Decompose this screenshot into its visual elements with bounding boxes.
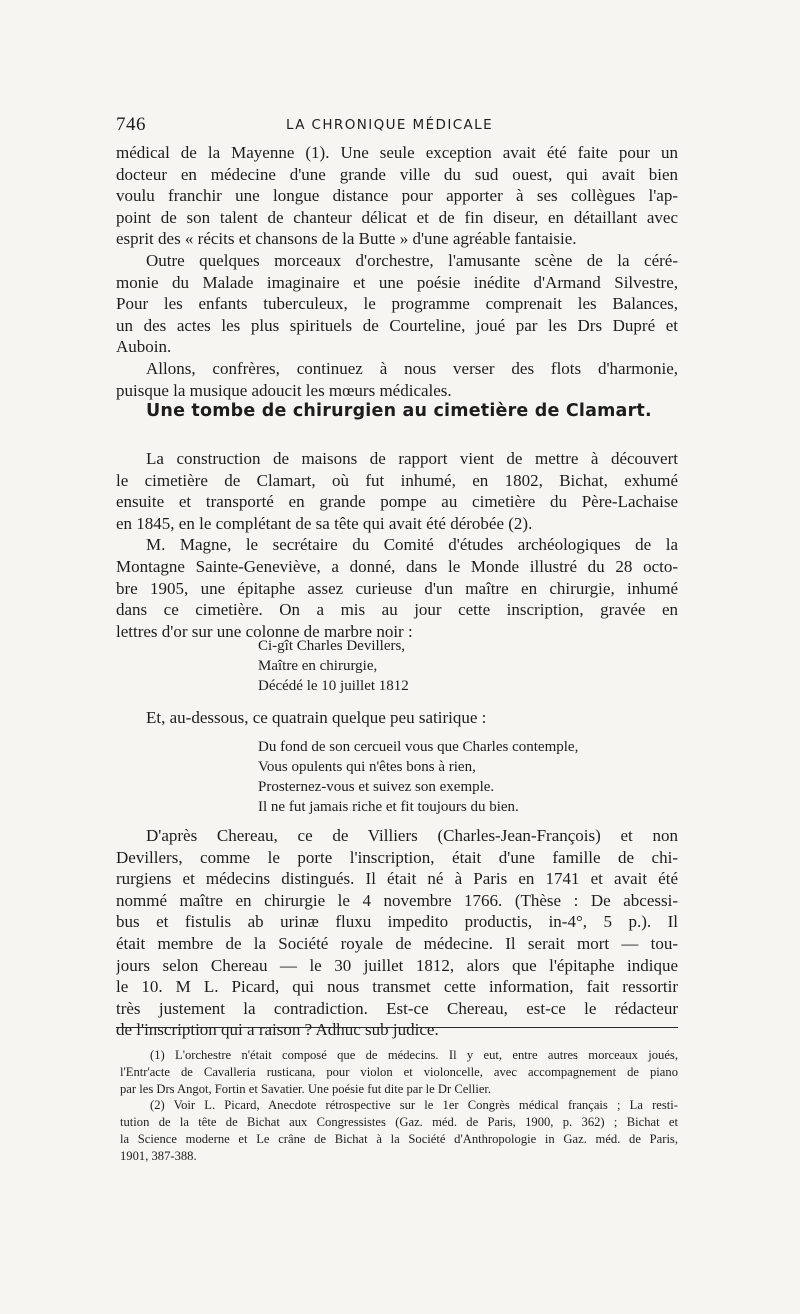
- text-line: voulu franchir une longue distance pour apporter à ses collègues l'ap-: [116, 186, 678, 206]
- text-line: très justement la contradiction. Est-ce Chereau, est-ce le rédacteur: [116, 998, 678, 1018]
- text-line: de l'inscription qui a raison ? Adhuc sub judice.: [116, 1020, 439, 1040]
- page-number: 746: [116, 114, 146, 135]
- text-line: M. Magne, le secrétaire du Comité d'études archéologiques de la: [146, 535, 678, 555]
- text-line: Allons, confrères, continuez à nous verser des flots d'harmonie,: [146, 358, 678, 378]
- paragraph-devillers: [116, 825, 678, 1041]
- text-line: Et, au-dessous, ce quatrain quelque peu satirique :: [146, 708, 487, 727]
- text-line: médical de la Mayenne (1). Une seule exception avait été faite pour un: [116, 143, 678, 162]
- text-line: Auboin.: [116, 337, 172, 357]
- text-line: lettres d'or sur une colonne de marbre noir :: [116, 621, 413, 641]
- verse-line: Il ne fut jamais riche et fit toujours du bien.: [258, 799, 519, 815]
- footnote-line: par les Drs Angot, Fortin et Savatier. Une poésie fut dite par le Dr Cellier.: [120, 1081, 492, 1096]
- verse-line: Prosternez-vous et suivez son exemple.: [258, 779, 495, 795]
- text-line: esprit des « récits et chansons de la Butte » d'une agréable fantaisie.: [116, 229, 577, 249]
- running-head: [116, 114, 678, 136]
- verse-line: Ci-gît Charles Devillers,: [258, 638, 406, 654]
- text-line: Montagne Sainte-Geneviève, a donné, dans le Monde illustré du 28 octo-: [116, 556, 678, 576]
- footnote-line: 1901, 387-388.: [120, 1148, 197, 1163]
- verse-line: Vous opulents qui n'êtes bons à rien,: [258, 759, 476, 775]
- footnote-line: la Science moderne et Le crâne de Bichat à la Société d'Anthropologie in Gaz. méd. de Paris,: [120, 1131, 678, 1146]
- quatrain-intro: [146, 707, 666, 729]
- text-line: La construction de maisons de rapport vient de mettre à découvert: [146, 449, 678, 468]
- footnote-line: (1) L'orchestre n'était composé que de médecins. Il y eut, entre autres morceaux joués,: [150, 1048, 678, 1062]
- paragraph-concert: [116, 142, 678, 401]
- text-line: monie du Malade imaginaire et une poésie inédite d'Armand Silvestre,: [116, 272, 678, 292]
- text-line: puisque la musique adoucit les mœurs médicales.: [116, 380, 452, 400]
- text-line: D'après Chereau, ce de Villiers (Charles-Jean-François) et non: [146, 826, 678, 845]
- text-line: jours selon Chereau — le 30 juillet 1812, alors que l'épitaphe indique: [116, 955, 678, 975]
- text-line: dans ce cimetière. On a mis au jour cette inscription, gravée en: [116, 600, 678, 620]
- epitaph: [258, 636, 409, 696]
- text-line: ensuite et transporté en grande pompe au cimetière du Père-Lachaise: [116, 492, 678, 512]
- text-line: un des actes les plus spirituels de Courteline, joué par les Drs Dupré et: [116, 315, 678, 335]
- verse-line: Du fond de son cercueil vous que Charles contemple,: [258, 739, 579, 755]
- text-line: Pour les enfants tuberculeux, le programme comprenait les Balances,: [116, 294, 678, 314]
- footnotes: [120, 1047, 678, 1165]
- footnote-divider: [116, 1027, 678, 1028]
- footnote-line: l'Entr'acte de Cavalleria rusticana, pour violon et violoncelle, avec accompagnement de piano: [120, 1064, 678, 1079]
- footnote-line: tution de la tête de Bichat aux Congressistes (Gaz. méd. de Paris, 1900, p. 362) ; Bichat et: [120, 1115, 678, 1130]
- text-line: bre 1905, une épitaphe assez curieuse d'un maître en chirurgie, inhumé: [116, 578, 678, 598]
- quatrain: [258, 737, 578, 817]
- journal-title: LA CHRONIQUE MÉDICALE: [286, 117, 494, 133]
- text-line: docteur en médecine d'une grande ville du sud ouest, qui avait bien: [116, 164, 678, 184]
- text-line: Devillers, comme le porte l'inscription, était d'une famille de chi-: [116, 847, 678, 867]
- text-line: nommé maître en chirurgie le 4 novembre 1766. (Thèse : De abcessi-: [116, 890, 678, 910]
- section-heading: Une tombe de chirurgien au cimetière de Clamart.: [146, 401, 652, 421]
- footnote-line: (2) Voir L. Picard, Anecdote rétrospective sur le 1er Congrès médical français ; La resti-: [150, 1098, 678, 1113]
- paragraph-clamart: [116, 448, 678, 642]
- text-line: Outre quelques morceaux d'orchestre, l'amusante scène de la céré-: [146, 250, 678, 270]
- verse-line: Décédé le 10 juillet 1812: [258, 678, 409, 694]
- text-line: bus et fistulis ab urinæ fluxu impedito productis, in-4°, 5 p.). Il: [116, 912, 678, 932]
- text-line: le 10. M L. Picard, qui nous transmet cette information, fait ressortir: [116, 977, 678, 997]
- text-line: point de son talent de chanteur délicat et de fin diseur, en détaillant avec: [116, 207, 678, 227]
- text-line: était membre de la Société royale de médecine. Il serait mort — tou-: [116, 933, 678, 953]
- text-line: le cimetière de Clamart, où fut inhumé, en 1802, Bichat, exhumé: [116, 470, 678, 490]
- text-line: en 1845, en le complétant de sa tête qui avait été dérobée (2).: [116, 513, 533, 533]
- text-line: rurgiens et médecins distingués. Il était né à Paris en 1741 et avait été: [116, 869, 678, 889]
- verse-line: Maître en chirurgie,: [258, 658, 378, 674]
